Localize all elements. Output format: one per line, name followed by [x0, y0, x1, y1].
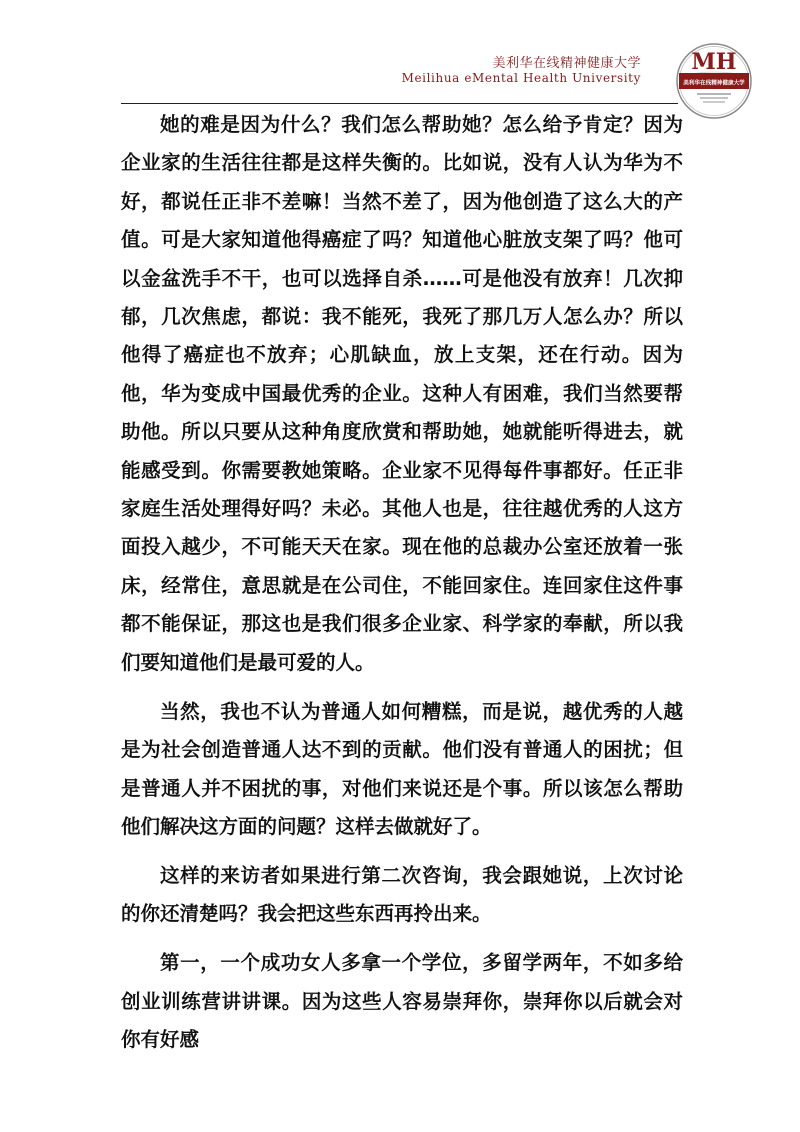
- header-title-chinese: 美利华在线精神健康大学: [492, 56, 641, 71]
- document-body: [121, 106, 683, 1060]
- body-paragraph: 她的难是因为什么？我们怎么帮助她？怎么给予肯定？因为企业家的生活往往都是这样失衡的。比如说，没有人认为华为不好，都说任正非不差嘛！当然不差了，因为他创造了这么大的产值。可是大家知道他得癌症了吗？知道他心脏放支架了吗？他可以金盆洗手不干，也可以选择自杀……可是他没有放弃！几次抑郁，几次焦虑，都说：我不能死，我死了那几万人怎么办？所以他得了癌症也不放弃；心肌缺血，放上支架，还在行动。因为他，华为变成中国最优秀的企业。这种人有困难，我们当然要帮助他。所以只要从这种角度欣赏和帮助她，她就能听得进去，就能感受到。你需要教她策略。企业家不见得每件事都好。任正非家庭生活处理得好吗？未必。其他人也是，往往越优秀的人这方面投入越少，不可能天天在家。现在他的总裁办公室还放着一张床，经常住，意思就是在公司住，不能回家住。连回家住这件事都不能保证，那这也是我们很多企业家、科学家的奉献，所以我们要知道他们是最可爱的人。: [121, 113, 683, 674]
- body-paragraph: 当然，我也不认为普通人如何糟糕，而是说，越优秀的人越是为社会创造普通人达不到的贡献。他们没有普通人的困扰；但是普通人并不困扰的事，对他们来说还是个事。所以该怎么帮助他们解决这方面的问题？这样去做就好了。: [121, 699, 683, 838]
- university-logo-seal: [675, 42, 753, 120]
- page-header: [0, 0, 800, 104]
- header-divider: [121, 103, 678, 104]
- logo-fine-print-line: [700, 97, 728, 99]
- body-paragraph: 第一，一个成功女人多拿一个学位，多留学两年，不如多给创业训练营讲讲课。因为这些人容易崇拜你，崇拜你以后就会对你有好感: [121, 951, 683, 1052]
- body-paragraph: 这样的来访者如果进行第二次咨询，我会跟她说，上次讨论的你还清楚吗？我会把这些东西再拎出来。: [121, 863, 683, 926]
- logo-letters: MH: [691, 49, 737, 75]
- header-title-english: Meilihua eMental Health University: [401, 71, 641, 85]
- logo-ribbon-text: 美利华在线精神健康大学: [683, 80, 745, 87]
- logo-fine-print-line: [697, 93, 731, 95]
- logo-fine-print-line: [703, 101, 725, 103]
